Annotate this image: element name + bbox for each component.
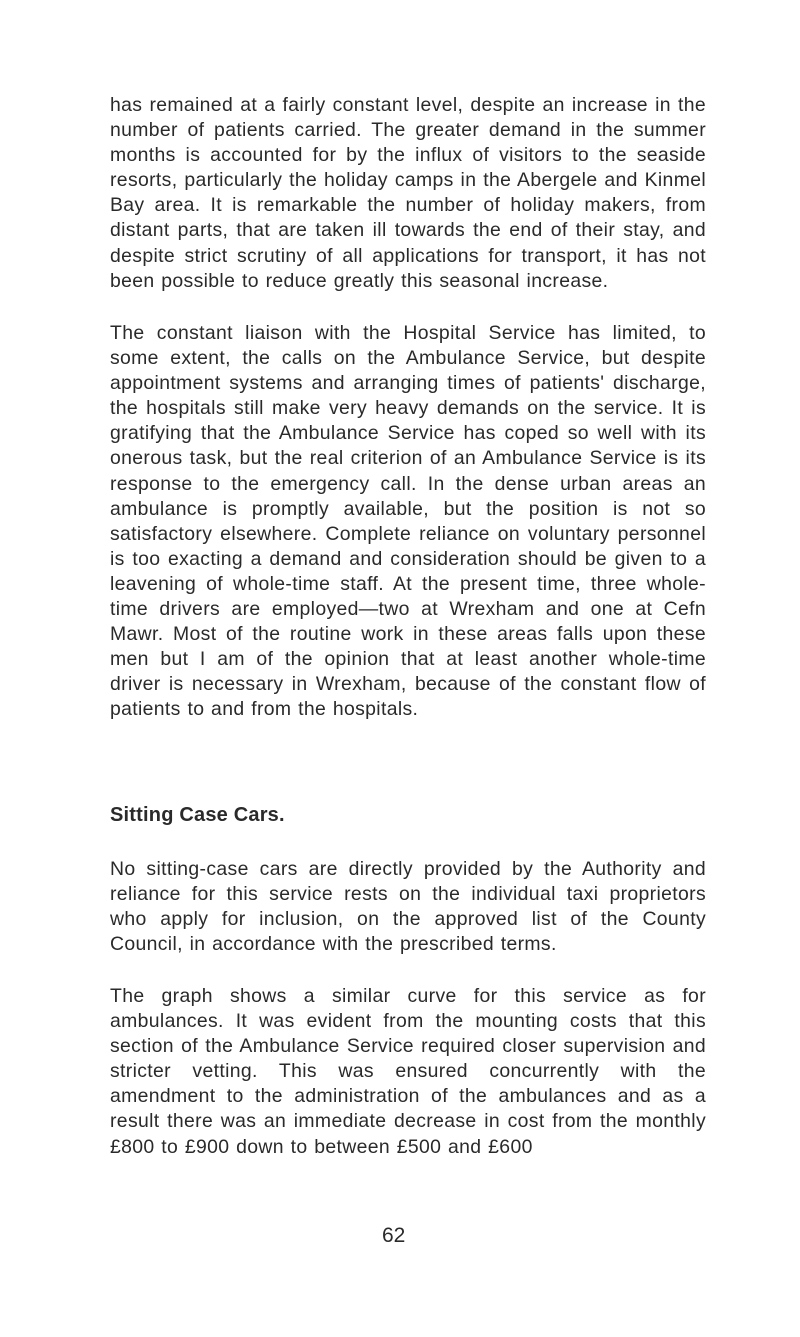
paragraph-hospital-liaison: The constant liaison with the Hospital Service has limited, to some extent, the calls on the Ambulance Service, but despite appointment systems and arranging times of patients' discharge, the hospitals still make very heavy demands on the service. It is gratifying that the Ambulance Service has coped so well with its onerous task, but the real criterion of an Ambulance Service is its response to the emergency call. In the dense urban areas an ambulance is promptly available, but the position is not so satisfactory elsewhere. Complete reliance on voluntary personnel is too exacting a demand and consideration should be given to a leavening of whole-time staff. At the present time, three whole-time drivers are employed—two at Wrexham and one at Cefn Mawr. Most of the routine work in these areas falls upon these men but I am of the opinion that at least another whole-time driver is necessary in Wrexham, because of the constant flow of patients to and from the hospitals. <box>110 322 706 721</box>
paragraph-seasonal-demand: has remained at a fairly constant level, despite an increase in the number of patients carried. The greater demand in the summer months is accounted for by the influx of visitors to the seaside resorts, particularly the holiday camps in the Abergele and Kinmel Bay area. It is remarkable the number of holiday makers, from distant parts, that are taken ill towards the end of their stay, and despite strict scrutiny of all applications for transport, it has not been possible to reduce greatly this seasonal increase. <box>110 94 706 292</box>
paragraph-sitting-case-cars: No sitting-case cars are directly provided by the Authority and reliance for this service rests on the individual taxi proprietors who apply for inclusion, on the approved list of the County Council, in accordance with the prescribed terms. <box>110 858 706 956</box>
page-number: 62 <box>382 1224 406 1247</box>
paragraph-graph-costs: The graph shows a similar curve for this service as for ambulances. It was evident from the mounting costs that this section of the Ambulance Service required closer supervision and stricter vetting. This was ensured concurrently with the amendment to the administration of the ambulances and as a result there was an immediate decrease in cost from the monthly £800 to £900 down to between £500 and £600 <box>110 985 706 1158</box>
section-heading: Sitting Case Cars. <box>110 804 285 826</box>
